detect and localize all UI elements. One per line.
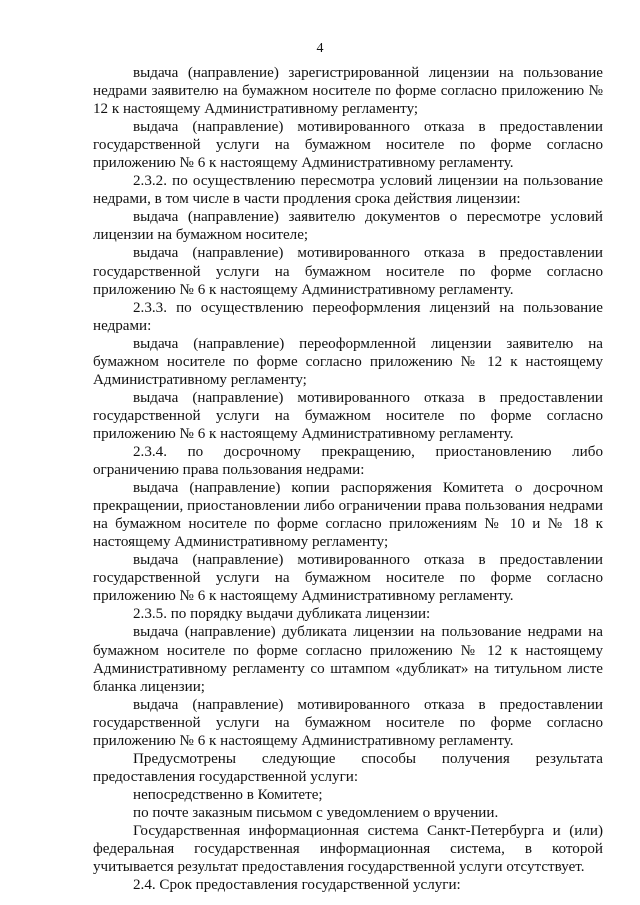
paragraph: 2.3.4. по досрочному прекращению, приостановлению либо ограничению права пользования недрами: — [93, 443, 603, 479]
document-body — [93, 64, 603, 894]
paragraph: выдача (направление) переоформленной лицензии заявителю на бумажном носителе по форме согласно приложению № 12 к настоящему Административному регламенту; — [93, 335, 603, 388]
paragraph: 2.3.2. по осуществлению пересмотра условий лицензии на пользование недрами, в том числе в части продления срока действия лицензии: — [93, 173, 603, 208]
paragraph: Предусмотрены следующие способы получения результата предоставления государственной услуги: — [93, 750, 603, 785]
paragraph: выдача (направление) мотивированного отказа в предоставлении государственной услуги на бумажном носителе по форме согласно приложению № 6 к настоящему Административному регламенту. — [93, 119, 603, 172]
paragraph: Государственная информационная система Санкт-Петербурга и (или) федеральная государственная информационная система, в которой учитывается результат предоставления государственной услуги отсутствует. — [93, 822, 603, 876]
paragraph: выдача (направление) дубликата лицензии на пользование недрами на бумажном носителе по форме согласно приложению № 12 к настоящему Административному регламенту со штампом «дубликат» на титульном листе бланка лицензии; — [93, 624, 603, 695]
paragraph: выдача (направление) мотивированного отказа в предоставлении государственной услуги на бумажном носителе по форме согласно приложению № 6 к настоящему Административному регламенту. — [93, 552, 603, 605]
paragraph: выдача (направление) заявителю документов о пересмотре условий лицензии на бумажном носителе; — [93, 209, 603, 244]
paragraph: 2.3.5. по порядку выдачи дубликата лицензии: — [133, 606, 431, 623]
paragraph: выдача (направление) зарегистрированной лицензии на пользование недрами заявителю на бумажном носителе по форме согласно приложению № 12 к настоящему Административному регламенту; — [93, 65, 603, 118]
paragraph: 2.4. Срок предоставления государственной услуги: — [133, 877, 461, 894]
paragraph: выдача (направление) мотивированного отказа в предоставлении государственной услуги на бумажном носителе по форме согласно приложению № 6 к настоящему Административному регламенту. — [93, 245, 603, 298]
paragraph: выдача (направление) мотивированного отказа в предоставлении государственной услуги на бумажном носителе по форме согласно приложению № 6 к настоящему Административному регламенту. — [93, 389, 603, 442]
paragraph: по почте заказным письмом с уведомлением о вручении. — [133, 804, 499, 821]
paragraph: 2.3.3. по осуществлению переоформления лицензий на пользование недрами: — [93, 299, 603, 334]
page-number: 4 — [316, 41, 324, 56]
paragraph: непосредственно в Комитете; — [133, 786, 323, 803]
paragraph: выдача (направление) мотивированного отказа в предоставлении государственной услуги на бумажном носителе по форме согласно приложению № 6 к настоящему Административному регламенту. — [93, 696, 603, 749]
paragraph: выдача (направление) копии распоряжения Комитета о досрочном прекращении, приостановлении либо ограничении права пользования недрами на бумажном носителе по форме согласно приложениям № 10 и № 18 к настоящему Административному регламенту; — [93, 480, 603, 551]
